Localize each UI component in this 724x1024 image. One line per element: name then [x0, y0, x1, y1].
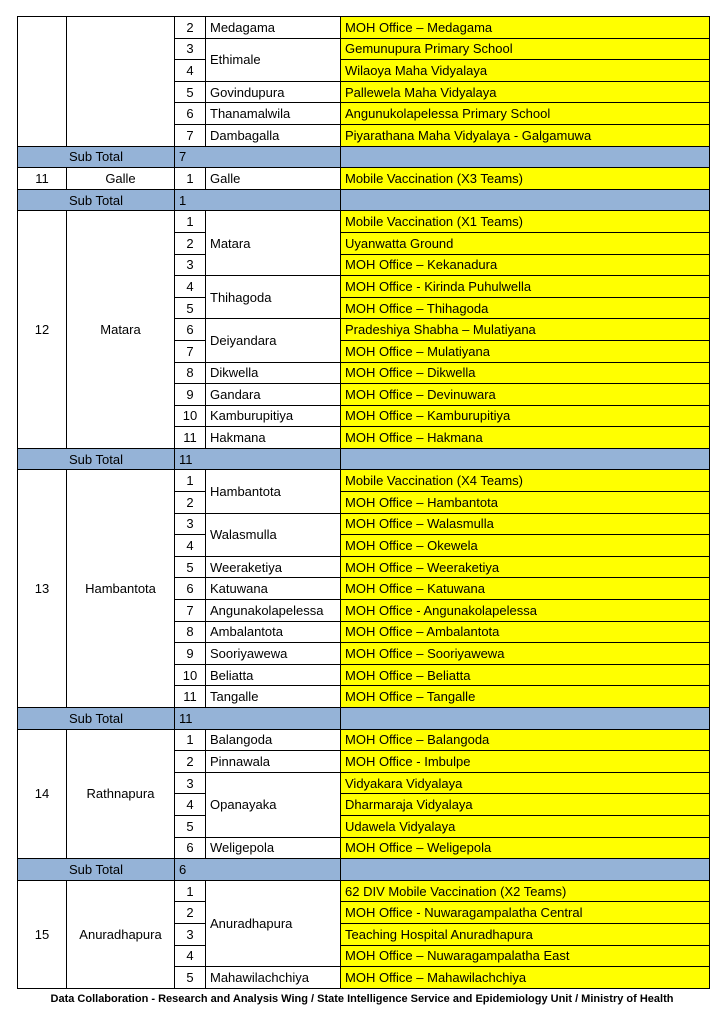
- subtotal-label: Sub Total: [18, 146, 175, 168]
- vaccination-centre: MOH Office – Balangoda: [341, 729, 710, 751]
- vaccination-centre: Gemunupura Primary School: [341, 38, 710, 60]
- subtotal-empty: [341, 448, 710, 470]
- row-number: 3: [175, 772, 206, 794]
- row-number: 4: [175, 276, 206, 298]
- row-number: 8: [175, 621, 206, 643]
- subtotal-value: 6: [175, 859, 341, 881]
- row-number: 3: [175, 923, 206, 945]
- row-number: 3: [175, 254, 206, 276]
- row-number: 7: [175, 340, 206, 362]
- vaccination-centre: MOH Office – Walasmulla: [341, 513, 710, 535]
- vaccination-centre: MOH Office – Kekanadura: [341, 254, 710, 276]
- moh-area: Anuradhapura: [206, 880, 341, 966]
- vaccination-centre: MOH Office – Weligepola: [341, 837, 710, 859]
- district-no: 13: [18, 470, 67, 708]
- subtotal-empty: [341, 189, 710, 211]
- moh-area: Katuwana: [206, 578, 341, 600]
- subtotal-empty: [341, 859, 710, 881]
- moh-area: Angunakolapelessa: [206, 600, 341, 622]
- vaccination-centre: MOH Office - Kirinda Puhulwella: [341, 276, 710, 298]
- vaccination-centre: Vidyakara Vidyalaya: [341, 772, 710, 794]
- row-number: 7: [175, 600, 206, 622]
- vaccination-centre: MOH Office – Mulatiyana: [341, 340, 710, 362]
- vaccination-centre: MOH Office – Tangalle: [341, 686, 710, 708]
- moh-area: Dambagalla: [206, 124, 341, 146]
- moh-area: Balangoda: [206, 729, 341, 751]
- row-number: 5: [175, 556, 206, 578]
- vaccination-centre: MOH Office - Nuwaragampalatha Central: [341, 902, 710, 924]
- district-name: Rathnapura: [67, 729, 175, 859]
- subtotal-label: Sub Total: [18, 448, 175, 470]
- moh-area: Sooriyawewa: [206, 643, 341, 665]
- district-cell: [67, 17, 175, 147]
- subtotal-value: 11: [175, 448, 341, 470]
- table-row: [18, 168, 710, 190]
- row-number: 5: [175, 967, 206, 989]
- subtotal-label: Sub Total: [18, 189, 175, 211]
- vaccination-centre: Teaching Hospital Anuradhapura: [341, 923, 710, 945]
- moh-area: Kamburupitiya: [206, 405, 341, 427]
- row-number: 11: [175, 427, 206, 449]
- moh-area: Galle: [206, 168, 341, 190]
- subtotal-value: 11: [175, 708, 341, 730]
- vaccination-centre: Piyarathana Maha Vidyalaya - Galgamuwa: [341, 124, 710, 146]
- moh-area: Ambalantota: [206, 621, 341, 643]
- row-number: 6: [175, 103, 206, 125]
- district-no: 12: [18, 211, 67, 449]
- moh-area: Hakmana: [206, 427, 341, 449]
- district-no: 11: [18, 168, 67, 190]
- district-name: Matara: [67, 211, 175, 449]
- vaccination-centre: Wilaoya Maha Vidyalaya: [341, 60, 710, 82]
- moh-area: Matara: [206, 211, 341, 276]
- row-number: 8: [175, 362, 206, 384]
- vaccination-centre: MOH Office - Imbulpe: [341, 751, 710, 773]
- vaccination-centre: MOH Office – Kamburupitiya: [341, 405, 710, 427]
- moh-area: Ethimale: [206, 38, 341, 81]
- vaccination-centre: MOH Office – Okewela: [341, 535, 710, 557]
- moh-area: Hambantota: [206, 470, 341, 513]
- row-number: 1: [175, 211, 206, 233]
- subtotal-row: [18, 708, 710, 730]
- row-number: 1: [175, 168, 206, 190]
- subtotal-row: [18, 448, 710, 470]
- moh-area: Walasmulla: [206, 513, 341, 556]
- vaccination-centre: MOH Office – Weeraketiya: [341, 556, 710, 578]
- row-number: 3: [175, 38, 206, 60]
- vaccination-centre: MOH Office - Angunakolapelessa: [341, 600, 710, 622]
- vaccination-centre: 62 DIV Mobile Vaccination (X2 Teams): [341, 880, 710, 902]
- moh-area: Mahawilachchiya: [206, 967, 341, 989]
- vaccination-centre: Uyanwatta Ground: [341, 232, 710, 254]
- vaccination-centre: Pradeshiya Shabha – Mulatiyana: [341, 319, 710, 341]
- subtotal-label: Sub Total: [18, 859, 175, 881]
- subtotal-value: 1: [175, 189, 341, 211]
- moh-area: Govindupura: [206, 81, 341, 103]
- row-number: 6: [175, 837, 206, 859]
- moh-area: Weeraketiya: [206, 556, 341, 578]
- vaccination-centre: MOH Office – Sooriyawewa: [341, 643, 710, 665]
- district-name: Hambantota: [67, 470, 175, 708]
- vaccination-centre: MOH Office – Dikwella: [341, 362, 710, 384]
- table-row: [18, 729, 710, 751]
- row-number: 3: [175, 513, 206, 535]
- vaccination-centre: Angunukolapelessa Primary School: [341, 103, 710, 125]
- source-footer: Data Collaboration - Research and Analysis Wing / State Intelligence Service and Epidemiology Unit / Ministry of Health: [50, 993, 674, 1005]
- moh-area: Tangalle: [206, 686, 341, 708]
- subtotal-row: [18, 146, 710, 168]
- table-row: [18, 470, 710, 492]
- moh-area: Opanayaka: [206, 772, 341, 837]
- row-number: 2: [175, 17, 206, 39]
- row-number: 2: [175, 902, 206, 924]
- row-number: 1: [175, 470, 206, 492]
- vaccination-centre: MOH Office – Katuwana: [341, 578, 710, 600]
- row-number: 10: [175, 405, 206, 427]
- moh-area: Thihagoda: [206, 276, 341, 319]
- row-number: 2: [175, 492, 206, 514]
- subtotal-empty: [341, 146, 710, 168]
- district-no: 14: [18, 729, 67, 859]
- row-number: 9: [175, 384, 206, 406]
- row-number: 6: [175, 578, 206, 600]
- subtotal-value: 7: [175, 146, 341, 168]
- district-no-cell: [18, 17, 67, 147]
- row-number: 2: [175, 751, 206, 773]
- row-number: 5: [175, 81, 206, 103]
- subtotal-empty: [341, 708, 710, 730]
- row-number: 4: [175, 945, 206, 967]
- moh-area: Gandara: [206, 384, 341, 406]
- subtotal-row: [18, 859, 710, 881]
- row-number: 2: [175, 232, 206, 254]
- table-row: [18, 880, 710, 902]
- moh-area: Beliatta: [206, 664, 341, 686]
- row-number: 5: [175, 815, 206, 837]
- row-number: 4: [175, 794, 206, 816]
- vaccination-centre: MOH Office – Hambantota: [341, 492, 710, 514]
- subtotal-row: [18, 189, 710, 211]
- vaccination-centre: MOH Office – Medagama: [341, 17, 710, 39]
- moh-area: Weligepola: [206, 837, 341, 859]
- row-number: 1: [175, 729, 206, 751]
- row-number: 7: [175, 124, 206, 146]
- district-name: Anuradhapura: [67, 880, 175, 988]
- row-number: 4: [175, 60, 206, 82]
- table-row: [18, 211, 710, 233]
- moh-area: Dikwella: [206, 362, 341, 384]
- vaccination-centre: MOH Office – Devinuwara: [341, 384, 710, 406]
- vaccination-centre: MOH Office – Ambalantota: [341, 621, 710, 643]
- row-number: 9: [175, 643, 206, 665]
- moh-area: Thanamalwila: [206, 103, 341, 125]
- vaccination-centre: MOH Office – Nuwaragampalatha East: [341, 945, 710, 967]
- row-number: 10: [175, 664, 206, 686]
- vaccination-centre: MOH Office – Hakmana: [341, 427, 710, 449]
- row-number: 5: [175, 297, 206, 319]
- vaccination-centre: Mobile Vaccination (X4 Teams): [341, 470, 710, 492]
- moh-area: Pinnawala: [206, 751, 341, 773]
- subtotal-label: Sub Total: [18, 708, 175, 730]
- vaccination-centres-table: [17, 16, 710, 989]
- moh-area: Deiyandara: [206, 319, 341, 362]
- vaccination-centre: MOH Office – Beliatta: [341, 664, 710, 686]
- row-number: 6: [175, 319, 206, 341]
- vaccination-centre: Pallewela Maha Vidyalaya: [341, 81, 710, 103]
- vaccination-centre: Mobile Vaccination (X1 Teams): [341, 211, 710, 233]
- table-row: [18, 17, 710, 39]
- vaccination-centre: Dharmaraja Vidyalaya: [341, 794, 710, 816]
- vaccination-centre: MOH Office – Thihagoda: [341, 297, 710, 319]
- district-name: Galle: [67, 168, 175, 190]
- row-number: 4: [175, 535, 206, 557]
- district-no: 15: [18, 880, 67, 988]
- vaccination-centre: Udawela Vidyalaya: [341, 815, 710, 837]
- row-number: 1: [175, 880, 206, 902]
- vaccination-centre: MOH Office – Mahawilachchiya: [341, 967, 710, 989]
- vaccination-centre: Mobile Vaccination (X3 Teams): [341, 168, 710, 190]
- moh-area: Medagama: [206, 17, 341, 39]
- row-number: 11: [175, 686, 206, 708]
